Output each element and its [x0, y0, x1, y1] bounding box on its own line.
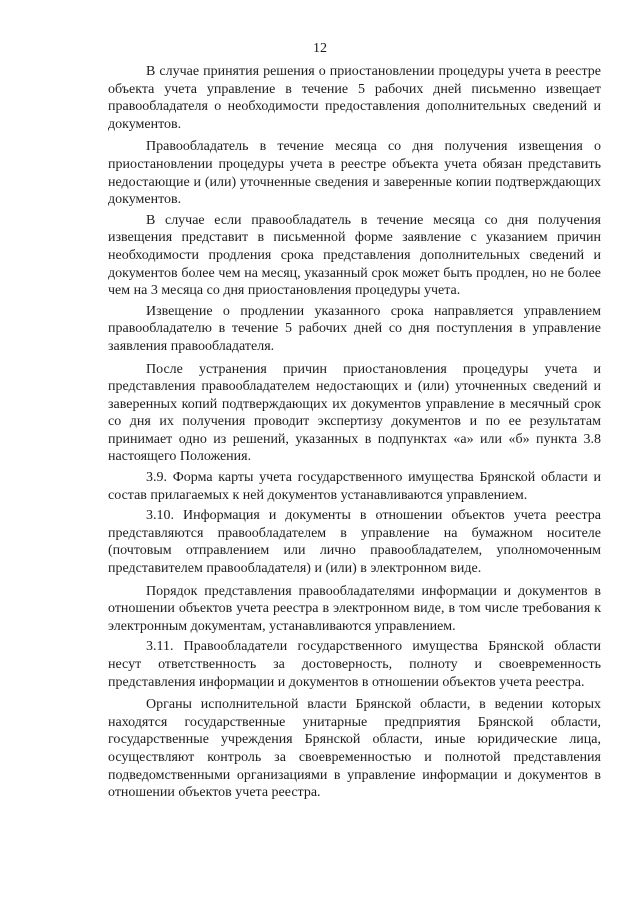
paragraph-electronic-procedure: Порядок представления правообладателями информации и документов в отношении объектов учета реестра в электронном виде, в том числе требования к электронным документам, устанавливаются управлением. [108, 583, 601, 634]
paragraph-suspension-notice: В случае принятия решения о приостановлении процедуры учета в реестре объекта учета управление в течение 5 рабочих дней письменно извещает правообладателя о необходимости предоставления дополнительных сведений и документов. [108, 64, 601, 132]
paragraph-extension-notice: Извещение о продлении указанного срока направляется управлением правообладателю в течение 5 рабочих дней со дня поступления в управление заявления правообладателя. [108, 303, 601, 354]
document-body [108, 63, 601, 802]
paragraph-3-11: 3.11. Правообладатели государственного имущества Брянской области несут ответственность за достоверность, полноту и своевременность представления информации и документов в отношении объектов учета реестра. [108, 639, 601, 690]
paragraph-3-9: 3.9. Форма карты учета государственного имущества Брянской области и состав прилагаемых к ней документов устанавливаются управлением. [108, 470, 601, 503]
paragraph-3-10: 3.10. Информация и документы в отношении объектов учета реестра представляются правообладателем в управление на бумажном носителе (почтовым отправлением или лично правообладателем, уполномоченным представителем правообладателя) и (или) в электронном виде. [108, 508, 601, 577]
paragraph-holder-obligation: Правообладатель в течение месяца со дня получения извещения о приостановлении процедуры учета в реестре объекта учета обязан представить недостающие и (или) уточненные сведения и заверенные копии подтверждающих документов. [108, 139, 601, 208]
page-number: 12 [313, 41, 327, 56]
paragraph-executive-bodies: Органы исполнительной власти Брянской области, в ведении которых находятся государственные унитарные предприятия Брянской области, государственные учреждения Брянской области, иные юридические лица, осуществляют контроль за своевременностью и полнотой представления подведомственными организациями в управление информации и документов в отношении объектов учета реестра. [108, 697, 601, 801]
paragraph-extension-request: В случае если правообладатель в течение месяца со дня получения извещения представит в письменной форме заявление с указанием причин необходимости продления срока представления дополнительных сведений и документов более чем на месяц, указанный срок может быть продлен, но не более чем на 3 месяца со дня приостановления процедуры учета. [108, 212, 601, 299]
paragraph-resumption: После устранения причин приостановления процедуры учета и представления правообладателем недостающих и (или) уточненных сведений и заверенных копий подтверждающих их документов управление в месячный срок со дня их получения проводит экспертизу документов и по ее результатам принимает одно из решений, указанных в подпунктах «а» или «б» пункта 3.8 настоящего Положения. [108, 361, 601, 465]
